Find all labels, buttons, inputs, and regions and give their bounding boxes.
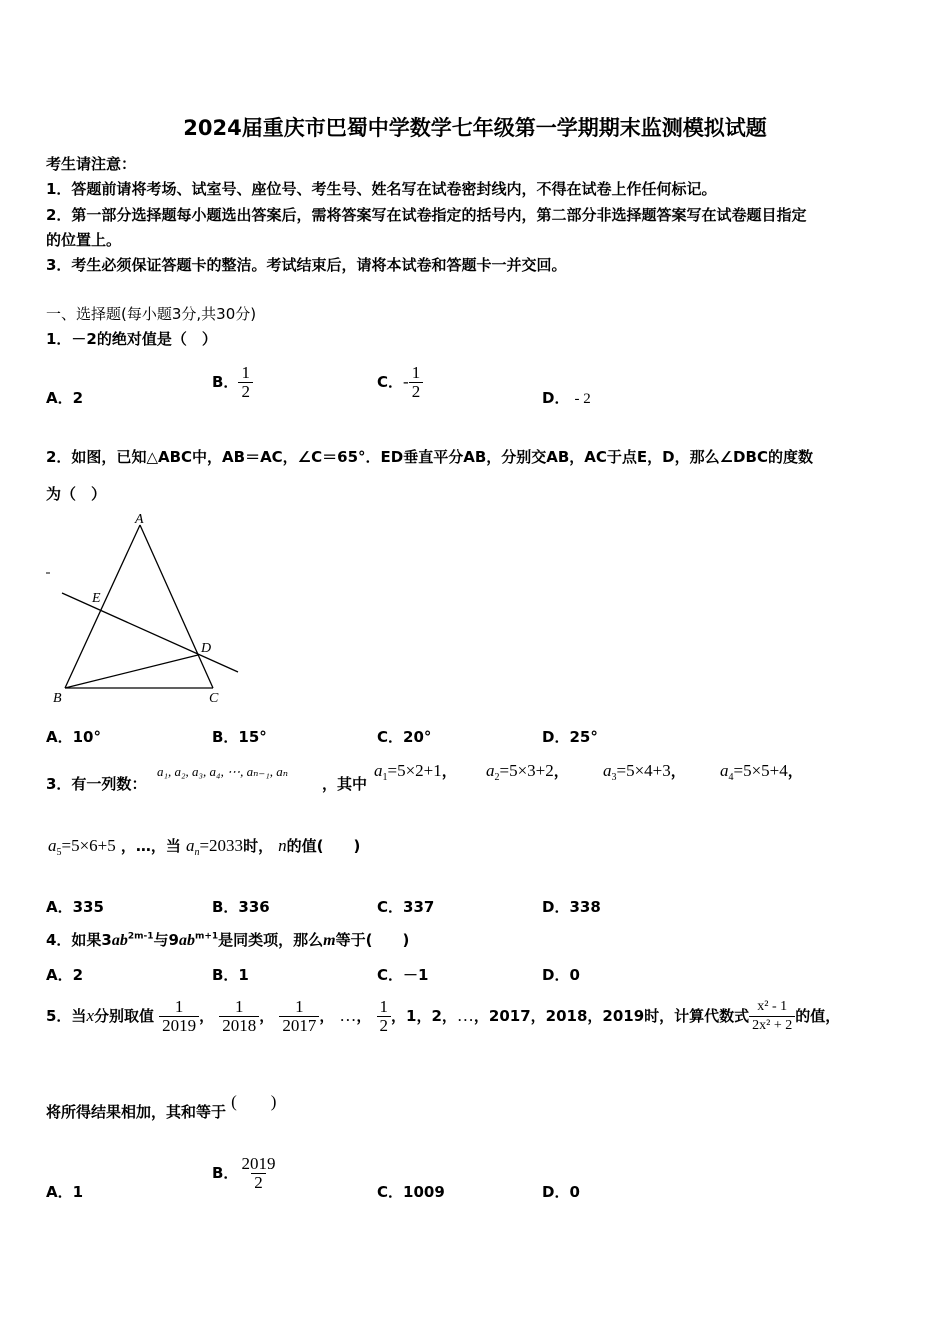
q5-option-d: D．0: [542, 1183, 580, 1201]
q1-option-b: B． $\frac{1}{2}$: [212, 364, 253, 401]
q3-option-b: B．336: [212, 898, 270, 916]
q2-option-c: C．20°: [377, 728, 432, 746]
section-heading: 一、选择题(每小题3分,共30分): [46, 305, 257, 323]
q5-option-a: A．1: [46, 1183, 84, 1201]
notice-item-2-cont: 的位置上。: [46, 231, 122, 249]
q4-option-d: D．0: [542, 966, 580, 984]
notice-item-1: 1．答题前请将考场、试室号、座位号、考生号、姓名写在试卷密封线内，不得在试卷上作任何标记。: [46, 180, 717, 198]
label-c: C: [209, 691, 219, 706]
q2-option-d: D．25°: [542, 728, 598, 746]
q4-option-a: A．2: [46, 966, 84, 984]
q5-option-c: C．1009: [377, 1183, 445, 1201]
q5-option-b: B． $\frac{2019}{2}$: [212, 1154, 276, 1192]
q1-option-a: A．2: [46, 389, 84, 407]
q3-option-c: C．337: [377, 898, 435, 916]
q1-option-c: C．- $\frac{1}{2}$: [377, 364, 423, 401]
q5-stem: 5．当x分别取值 $\frac{1}{2019}$ ， $\frac{1}{2018}$ ， $\frac{1}{2017}$ ， …， $\frac{1}{2}$ ，1，2，…，2017，2018，2019时，计算代数式 $\frac{\text{x² - 1}}{\text{2x² + 2}}$ 的值，: [46, 997, 841, 1035]
q1-stem: 1．－2的绝对值是（ ）: [46, 330, 217, 348]
q4-option-b: B．1: [212, 966, 249, 984]
notice-heading: 考生请注意：: [46, 155, 137, 173]
q3-line2: $a_5=5\times 6+5$ ，…，当 $a_n=2033$时， n的值( ): [48, 836, 361, 859]
q3-sequence: a₁, a₂, a₃, a₄, ⋯, aₙ₋₁, aₙ: [157, 764, 288, 779]
q2-stem: 2．如图，已知△ABC中，AB＝AC，∠C＝65°．ED垂直平分AB，分别交AB，AC于点E，D，那么∠DBC的度数: [46, 448, 813, 466]
notice-item-2: 2．第一部分选择题每小题选出答案后，需将答案写在试卷指定的括号内，第二部分非选择题答案写在试卷题目指定: [46, 206, 807, 224]
q3-a1: $a_1=5\times 2+1$，: [374, 761, 457, 784]
q5-stem-cont: 将所得结果相加，其和等于 ( ): [46, 1092, 277, 1121]
q3-a4: $a_4=5\times 5+4$，: [720, 761, 803, 784]
page-title: 2024届重庆市巴蜀中学数学七年级第一学期期末监测模拟试题: [183, 116, 767, 140]
q4-option-c: C．－1: [377, 966, 429, 984]
q3-option-d: D．338: [542, 898, 601, 916]
q2-stem-cont: 为（ ）: [46, 485, 107, 503]
label-e: E: [92, 591, 101, 606]
label-a: A: [135, 512, 144, 527]
label-b: B: [53, 691, 62, 706]
q1-option-d: D． - 2: [542, 389, 591, 407]
q3-a3: $a_3=5\times 4+3$，: [603, 761, 686, 784]
q2-option-a: A．10°: [46, 728, 101, 746]
triangle-figure: [40, 505, 250, 710]
q2-option-b: B．15°: [212, 728, 267, 746]
notice-item-3: 3．考生必须保证答题卡的整洁。考试结束后，请将本试卷和答题卡一并交回。: [46, 256, 567, 274]
q3-where: ，其中: [322, 775, 368, 793]
q3-a2: $a_2=5\times 3+2$，: [486, 761, 569, 784]
label-d: D: [201, 641, 212, 656]
q3-prefix: 3．有一列数：: [46, 775, 147, 793]
q4-stem: 4．如果$3ab^{2m-1}$与$9ab^{m+1}$是同类项，那么m等于( ): [46, 931, 410, 949]
q3-option-a: A．335: [46, 898, 104, 916]
